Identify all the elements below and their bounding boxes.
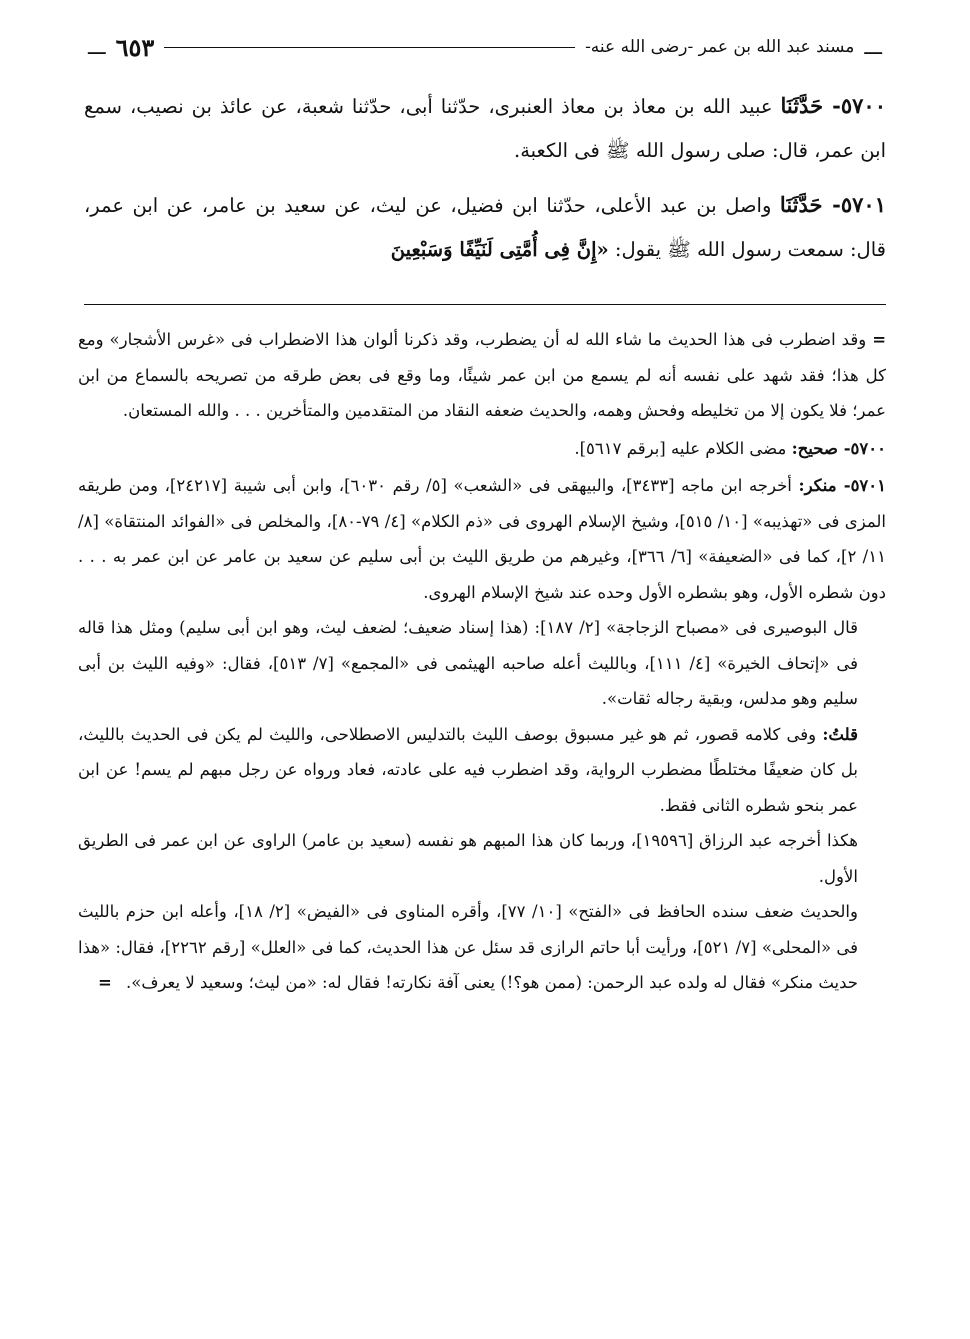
footnote-text: أخرجه ابن ماجه [٣٤٣٣]، والبيهقى فى «الشعب» [٥/ رقم ٦٠٣٠]، وابن أبى شيبة [٢٤٢١٧]، ومن طريقه المزى فى «تهذيبه» [١٠/ ٥١٥]، وشيخ الإسلام الهروى فى «ذم الكلام» [٤/ ٧٩-٨٠]، والمخلص فى «الفوائد المنتقاة» [٨/ ١١/ ٢]، كما فى «الضعيفة» [٦/ ٣٦٦]، وغيرهم من طريق الليث بن أبى سليم عن سعيد بن عامر عن ابن عمر به . . . دون شطره الأول، وهو بشطره الأول وحده عند شيخ الإسلام الهروى. (78, 476, 886, 602)
header-dash-left: ـــ (88, 35, 106, 59)
hadith-5700 (84, 84, 886, 173)
footnote-text: هكذا أخرجه عبد الرزاق [١٩٥٩٦]، وربما كان هذا المبهم هو نفسه (سعيد بن عامر) الراوى عن ابن عمر فى الطريق الأول. (78, 831, 858, 886)
continuation-text: وقد اضطرب فى هذا الحديث ما شاء الله له أن يضطرب، وقد ذكرنا ألوان هذا الاضطراب فى «غرس الأشجار» ومع كل هذا؛ فقد شهد على نفسه أنه لم يسمع من ابن عمر شيئًا، وما وقع فى بعض طرقه من تصريحه بالسماع من ابن عمر؛ فلا يكون إلا من تخليطه وفحش وهمه، والحديث ضعفه النقاد من المتقدمين والمتأخرين . . . والله المستعان. (78, 330, 886, 420)
hadith-5701 (84, 183, 886, 272)
footnote-label: قلتُ: (822, 724, 858, 744)
hadith-body: عبيد الله بن معاذ بن معاذ العنبرى، حدّثنا أبى، حدّثنا شعبة، عن عائذ بن نصيب، سمع ابن عمر، قال: صلى رسول الله ﷺ فى الكعبة. (84, 95, 886, 162)
footnote-paragraph (78, 610, 886, 717)
hadith-lead: - حَدَّثَنَا (779, 192, 841, 217)
footnote-continuation (78, 322, 886, 429)
header-rule (164, 47, 575, 48)
header-dash-right: ـــ (864, 35, 882, 59)
footnote-label: ٥٧٠٠- صحيح: (791, 438, 886, 458)
footnote-5701 (78, 468, 886, 610)
hadith-number: ٥٧٠٠ (840, 93, 886, 118)
continued-mark: = (98, 973, 112, 992)
footnote-paragraph (78, 717, 886, 824)
hadith-lead: - حَدَّثَنَا (780, 93, 841, 118)
footnote-text: قال البوصيرى فى «مصباح الزجاجة» [٢/ ١٨٧]: (هذا إسناد ضعيف؛ لضعف ليث، وهو ابن أبى سليم) ومثل هذا قاله فى «إتحاف الخيرة» [٤/ ١١١]، وبالليث أعله صاحبه الهيثمى فى «المجمع» [٧/ ٥١٣]، فقال: «وفيه الليث بن أبى سليم وهو مدلس، وبقية رجاله ثقات». (78, 618, 859, 708)
footnote-text: والحديث ضعف سنده الحافظ فى «الفتح» [١٠/ ٧٧]، وأقره المناوى فى «الفيض» [٢/ ١٨]، وأعله ابن حزم بالليث فى «المحلى» [٧/ ٥٢١]، ورأيت أبا حاتم الرازى قد سئل عن هذا الحديث، كما فى «العلل» [رقم ٢٢٦٢]، فقال: «هذا حديث منكر» فقال له ولده عبد الرحمن: (ممن هو؟!) يعنى آفة نكارته! فقال له: «من ليث؛ وسعيد لا يعرف». (78, 902, 858, 992)
footnote-text: مضى الكلام عليه [برقم ٥٦١٧]. (574, 438, 787, 458)
continuation-mark: = (872, 330, 887, 349)
footnote-paragraph (78, 823, 886, 894)
footnote-label: ٥٧٠١- منكر: (798, 476, 887, 495)
running-header (84, 32, 886, 62)
hadith-quote: «إِنَّ فِى أُمَّتِى لَنَيِّفًا وَسَبْعِينَ (390, 238, 609, 261)
hadith-text (84, 84, 886, 282)
footnote-5700 (78, 431, 886, 467)
footnote-separator (84, 304, 886, 305)
page-number: ٦٥٣ (115, 32, 155, 62)
footnote-text: وفى كلامه قصور، ثم هو غير مسبوق بوصف الليث بالتدليس الاصطلاحى، والليث لم يكن فى الحديث بالليث، بل كان ضعيفًا مختلطًا مضطرب الرواية، وقد اضطرب فيه على عادته، فعاد ورواه عن رجل مبهم لم يسم! عن ابن عمر بنحو شطره الثانى فقط. (78, 724, 858, 815)
hadith-number: ٥٧٠١ (840, 192, 886, 217)
header-title: مسند عبد الله بن عمر -رضى الله عنه- (585, 37, 855, 57)
hadith-body: واصل بن عبد الأعلى، حدّثنا ابن فضيل، عن ليث، عن سعيد بن عامر، عن ابن عمر، قال: سمعت رسول الله ﷺ يقول: (84, 194, 886, 261)
footnotes (78, 322, 886, 1001)
footnote-paragraph (78, 894, 886, 1001)
